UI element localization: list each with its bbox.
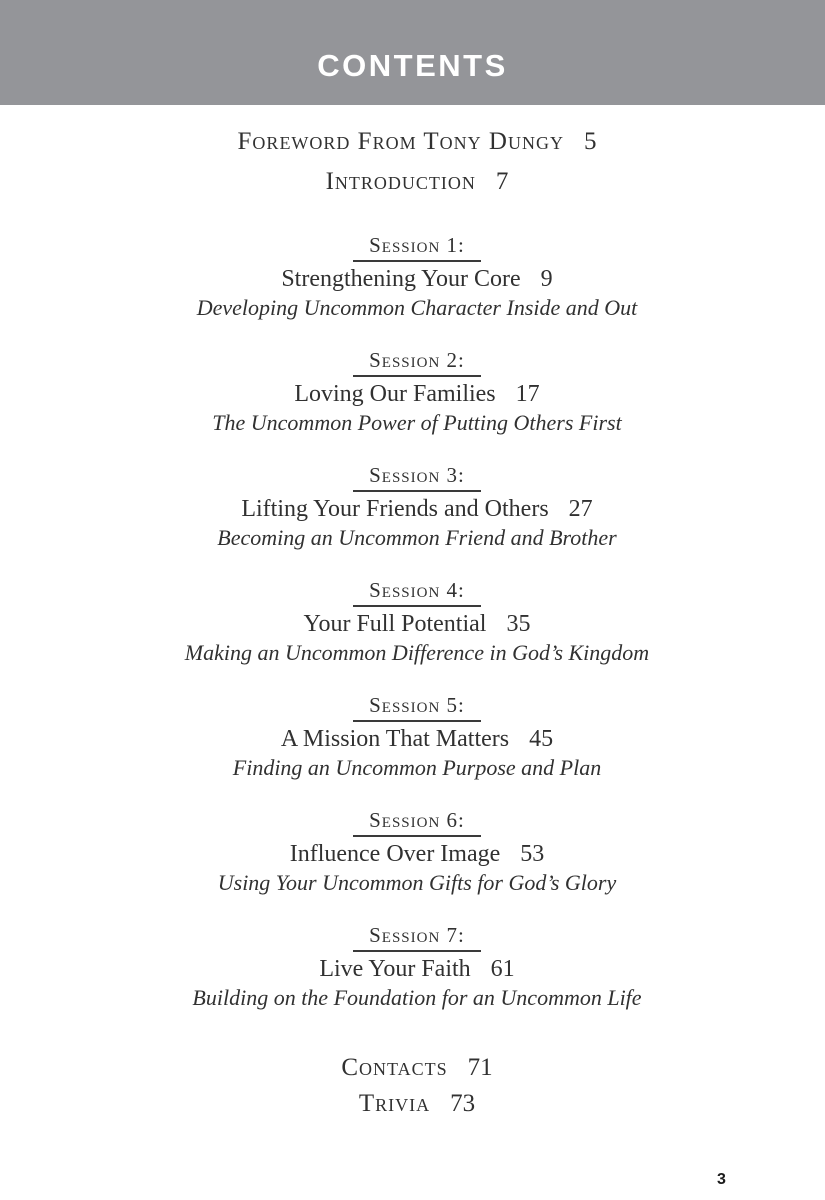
page-number: 3 (717, 1171, 726, 1188)
session-page-number: 27 (568, 496, 593, 522)
session-page-number: 35 (506, 611, 531, 637)
session-title: Influence Over Image (289, 841, 501, 867)
toc-session-entry (9, 693, 825, 781)
contents-header-band (0, 0, 825, 105)
toc-entry-page: 7 (495, 168, 509, 195)
session-subtitle: The Uncommon Power of Putting Others First (212, 410, 622, 435)
session-subtitle: Finding an Uncommon Purpose and Plan (232, 755, 602, 780)
session-label-row (9, 463, 825, 492)
session-subtitle: Using Your Uncommon Gifts for God’s Glory (217, 870, 617, 895)
toc-session-entry (9, 233, 825, 321)
toc-entry-foreword (9, 127, 825, 157)
session-label-row (9, 923, 825, 952)
toc-entry-label: Trivia (358, 1090, 431, 1117)
toc-entry-page: 5 (583, 128, 597, 155)
session-label: Session 6: (353, 808, 481, 837)
session-page-number: 9 (540, 266, 553, 292)
session-subtitle: Making an Uncommon Difference in God’s Kingdom (184, 640, 650, 665)
toc-session-entry (9, 808, 825, 896)
session-page-number: 45 (529, 726, 554, 752)
session-label: Session 1: (353, 233, 481, 262)
session-label-row (9, 808, 825, 837)
toc-entry-label: Foreword From Tony Dungy (237, 128, 564, 155)
page-title: CONTENTS (317, 48, 508, 83)
toc-session-entry (9, 463, 825, 551)
session-label-row (9, 348, 825, 377)
session-title: Lifting Your Friends and Others (241, 496, 549, 522)
toc-entry-page: 73 (450, 1090, 476, 1117)
session-title: Live Your Faith (319, 956, 471, 982)
toc-session-entry (9, 348, 825, 436)
toc-entry-label: Contacts (341, 1054, 448, 1081)
table-of-contents (0, 127, 825, 1119)
session-title-line (9, 265, 825, 293)
session-label: Session 2: (353, 348, 481, 377)
toc-entry-trivia (9, 1089, 825, 1119)
session-list (9, 233, 825, 1011)
session-label-row (9, 578, 825, 607)
toc-entry-introduction (9, 167, 825, 197)
back-matter-list (9, 1053, 825, 1119)
toc-entry-page: 71 (467, 1054, 493, 1081)
toc-session-entry (9, 923, 825, 1011)
session-subtitle: Developing Uncommon Character Inside and Out (196, 295, 638, 320)
session-title: Loving Our Families (294, 381, 496, 407)
session-label: Session 7: (353, 923, 481, 952)
session-label: Session 3: (353, 463, 481, 492)
session-page-number: 61 (490, 956, 515, 982)
session-title: Strengthening Your Core (281, 266, 521, 292)
session-title-line (9, 495, 825, 523)
session-label: Session 5: (353, 693, 481, 722)
session-label-row (9, 693, 825, 722)
session-subtitle: Building on the Foundation for an Uncommon Life (192, 985, 642, 1010)
session-page-number: 53 (520, 841, 545, 867)
toc-entry-label: Introduction (325, 168, 476, 195)
session-label: Session 4: (353, 578, 481, 607)
session-title: Your Full Potential (303, 611, 487, 637)
session-label-row (9, 233, 825, 262)
toc-entry-contacts (9, 1053, 825, 1083)
session-title-line (9, 955, 825, 983)
toc-session-entry (9, 578, 825, 666)
session-title-line (9, 380, 825, 408)
session-title-line (9, 840, 825, 868)
session-page-number: 17 (515, 381, 540, 407)
session-title-line (9, 610, 825, 638)
session-subtitle: Becoming an Uncommon Friend and Brother (217, 525, 617, 550)
session-title-line (9, 725, 825, 753)
session-title: A Mission That Matters (280, 726, 510, 752)
